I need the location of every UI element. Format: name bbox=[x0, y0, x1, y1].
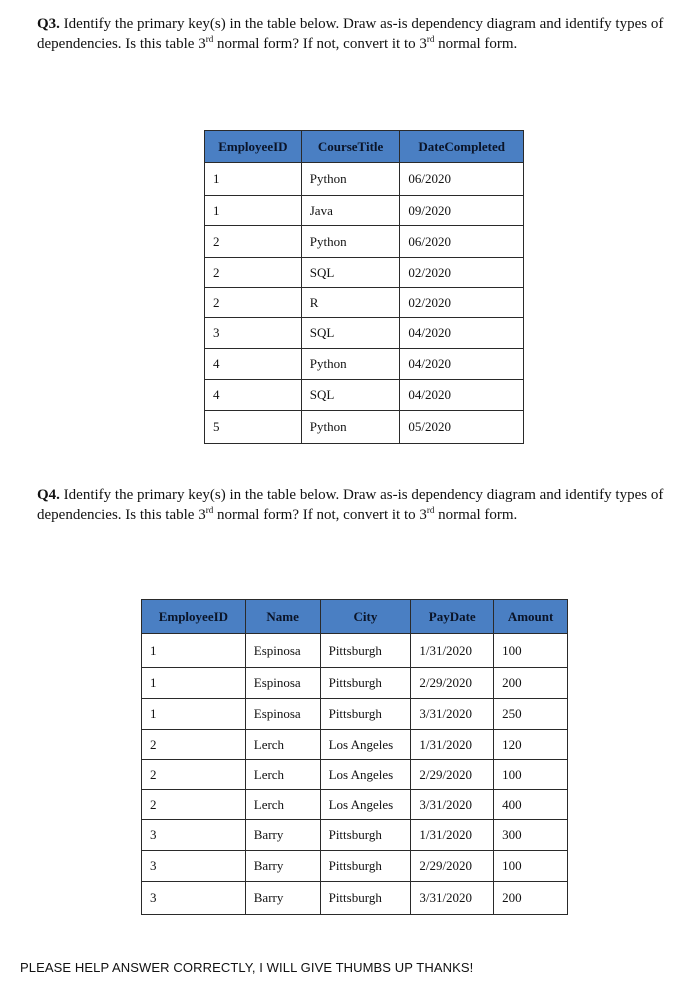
table-cell: Java bbox=[301, 196, 400, 226]
table-cell: 06/2020 bbox=[400, 226, 524, 258]
table-cell: SQL bbox=[301, 380, 400, 411]
table-cell: 09/2020 bbox=[400, 196, 524, 226]
table-cell: Python bbox=[301, 349, 400, 380]
table-cell: 2 bbox=[142, 730, 246, 760]
table-cell: 3 bbox=[205, 318, 302, 349]
table-cell: 3/31/2020 bbox=[411, 699, 494, 730]
column-header: PayDate bbox=[411, 600, 494, 634]
table-cell: Lerch bbox=[245, 730, 320, 760]
column-header: CourseTitle bbox=[301, 131, 400, 163]
table-row bbox=[205, 349, 524, 380]
column-header: EmployeeID bbox=[205, 131, 302, 163]
table-row bbox=[205, 258, 524, 288]
column-header: Name bbox=[245, 600, 320, 634]
table-cell: Pittsburgh bbox=[320, 668, 411, 699]
table-cell: 4 bbox=[205, 380, 302, 411]
table-row bbox=[205, 226, 524, 258]
table-cell: Espinosa bbox=[245, 699, 320, 730]
table-row bbox=[205, 163, 524, 196]
table-cell: 2 bbox=[205, 288, 302, 318]
question-3-text-a: Identify the primary key(s) in the table below. Draw as-is dependency diagram and identify types of dependencies. Is this table 3 bbox=[37, 16, 664, 52]
question-3-sup-a: rd bbox=[205, 34, 214, 44]
question-4 bbox=[37, 485, 677, 525]
table-row bbox=[142, 760, 568, 790]
table-cell: 3 bbox=[142, 851, 246, 882]
table-cell: 3 bbox=[142, 882, 246, 915]
table-cell: R bbox=[301, 288, 400, 318]
table-cell: Barry bbox=[245, 820, 320, 851]
column-header: Amount bbox=[494, 600, 568, 634]
table-cell: 2/29/2020 bbox=[411, 851, 494, 882]
table-employee-courses bbox=[204, 130, 524, 444]
table-cell: 400 bbox=[494, 790, 568, 820]
question-4-text-b: normal form? If not, convert it to 3 bbox=[213, 507, 427, 523]
table-cell: 1 bbox=[142, 668, 246, 699]
table-cell: Los Angeles bbox=[320, 760, 411, 790]
table-cell: Pittsburgh bbox=[320, 882, 411, 915]
question-3-text-c: normal form. bbox=[434, 36, 518, 52]
table-cell: 06/2020 bbox=[400, 163, 524, 196]
table-cell: 100 bbox=[494, 851, 568, 882]
table-cell: 1/31/2020 bbox=[411, 730, 494, 760]
table-cell: SQL bbox=[301, 318, 400, 349]
table-cell: 2/29/2020 bbox=[411, 668, 494, 699]
table-cell: Los Angeles bbox=[320, 790, 411, 820]
table-cell: 3/31/2020 bbox=[411, 790, 494, 820]
question-3-number: Q3. bbox=[37, 16, 60, 32]
table-header-row bbox=[142, 600, 568, 634]
table-cell: Lerch bbox=[245, 790, 320, 820]
table-cell: Barry bbox=[245, 851, 320, 882]
table-cell: 3 bbox=[142, 820, 246, 851]
table-cell: 2 bbox=[205, 226, 302, 258]
column-header: EmployeeID bbox=[142, 600, 246, 634]
table-cell: Espinosa bbox=[245, 634, 320, 668]
table-row bbox=[142, 699, 568, 730]
table-cell: 04/2020 bbox=[400, 349, 524, 380]
table-row bbox=[142, 820, 568, 851]
table-row bbox=[205, 288, 524, 318]
table-header-row bbox=[205, 131, 524, 163]
table-row bbox=[205, 380, 524, 411]
table-row bbox=[142, 882, 568, 915]
question-4-sup-a: rd bbox=[205, 505, 214, 515]
question-4-text-c: normal form. bbox=[434, 507, 518, 523]
column-header: DateCompleted bbox=[400, 131, 524, 163]
table-cell: Los Angeles bbox=[320, 730, 411, 760]
table-row bbox=[142, 634, 568, 668]
table-cell: Espinosa bbox=[245, 668, 320, 699]
table-cell: 100 bbox=[494, 634, 568, 668]
table-cell: 300 bbox=[494, 820, 568, 851]
table-cell: 2 bbox=[205, 258, 302, 288]
table-cell: 04/2020 bbox=[400, 318, 524, 349]
table-cell: Python bbox=[301, 226, 400, 258]
table-cell: Barry bbox=[245, 882, 320, 915]
table-cell: 200 bbox=[494, 668, 568, 699]
table-cell: 1/31/2020 bbox=[411, 634, 494, 668]
table-row bbox=[142, 668, 568, 699]
table-employee-pay bbox=[141, 599, 568, 915]
table-cell: 5 bbox=[205, 411, 302, 444]
table-row bbox=[205, 318, 524, 349]
table-cell: 02/2020 bbox=[400, 288, 524, 318]
table-cell: 02/2020 bbox=[400, 258, 524, 288]
question-3-sup-b: rd bbox=[426, 34, 435, 44]
table-cell: 1 bbox=[142, 699, 246, 730]
table-cell: 120 bbox=[494, 730, 568, 760]
table-cell: 1 bbox=[205, 196, 302, 226]
question-3 bbox=[37, 14, 677, 54]
table-cell: 04/2020 bbox=[400, 380, 524, 411]
table-cell: 05/2020 bbox=[400, 411, 524, 444]
table-cell: 250 bbox=[494, 699, 568, 730]
table-cell: 200 bbox=[494, 882, 568, 915]
question-4-sup-b: rd bbox=[426, 505, 435, 515]
table-row bbox=[205, 411, 524, 444]
question-4-text-a: Identify the primary key(s) in the table below. Draw as-is dependency diagram and identify types of dependencies. Is this table 3 bbox=[37, 487, 664, 523]
table-cell: 1 bbox=[205, 163, 302, 196]
table-cell: 2 bbox=[142, 760, 246, 790]
question-4-number: Q4. bbox=[37, 487, 60, 503]
table-cell: 3/31/2020 bbox=[411, 882, 494, 915]
table-row bbox=[142, 790, 568, 820]
table-cell: Pittsburgh bbox=[320, 699, 411, 730]
table-row bbox=[142, 851, 568, 882]
table-cell: 2 bbox=[142, 790, 246, 820]
table-cell: Pittsburgh bbox=[320, 851, 411, 882]
table-cell: Lerch bbox=[245, 760, 320, 790]
table-cell: 1/31/2020 bbox=[411, 820, 494, 851]
table-cell: 1 bbox=[142, 634, 246, 668]
question-3-text-b: normal form? If not, convert it to 3 bbox=[213, 36, 427, 52]
table-cell: 2/29/2020 bbox=[411, 760, 494, 790]
table-cell: 100 bbox=[494, 760, 568, 790]
table-cell: 4 bbox=[205, 349, 302, 380]
footer-note: PLEASE HELP ANSWER CORRECTLY, I WILL GIVE THUMBS UP THANKS! bbox=[20, 960, 474, 975]
table-row bbox=[142, 730, 568, 760]
table-cell: SQL bbox=[301, 258, 400, 288]
column-header: City bbox=[320, 600, 411, 634]
table-row bbox=[205, 196, 524, 226]
table-cell: Python bbox=[301, 411, 400, 444]
table-cell: Pittsburgh bbox=[320, 634, 411, 668]
table-cell: Python bbox=[301, 163, 400, 196]
table-cell: Pittsburgh bbox=[320, 820, 411, 851]
